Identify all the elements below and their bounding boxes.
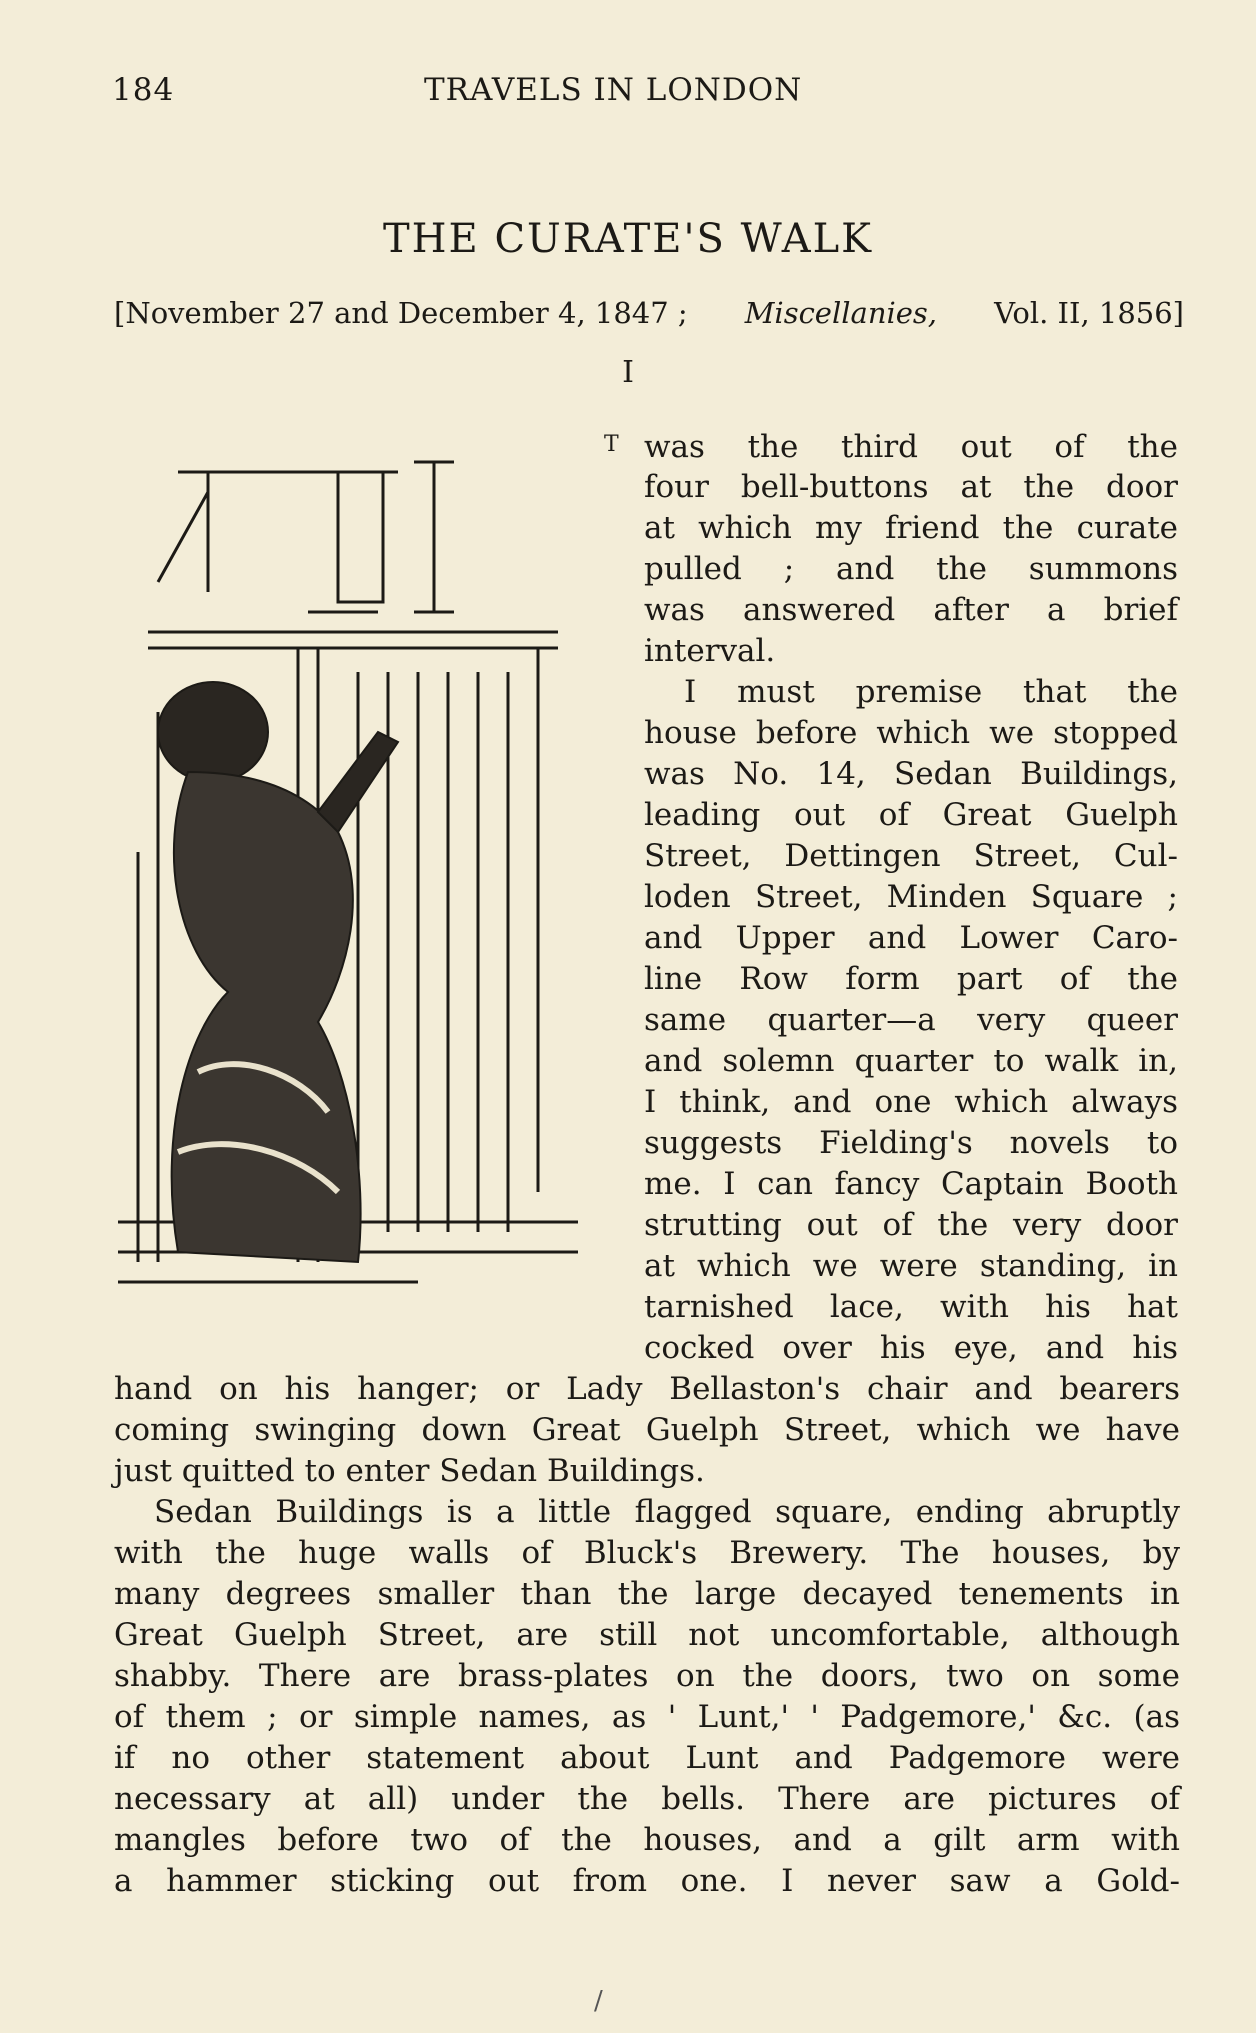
chapter-title: THE CURATE'S WALK (382, 216, 874, 262)
text-line: interval. (644, 633, 776, 669)
text-line: loden Street, Minden Square ; (644, 879, 1178, 915)
source-citation (114, 296, 1184, 330)
text-line: and solemn quarter to walk in, (644, 1043, 1178, 1079)
text-line: at which my friend the curate (644, 510, 1178, 546)
text-line: I think, and one which always (644, 1084, 1178, 1120)
text-line: suggests Fielding's novels to (644, 1125, 1178, 1161)
section-number: I (622, 355, 634, 390)
source-dates: [November 27 and December 4, 1847 ; (114, 296, 688, 330)
text-line: mangles before two of the houses, and a gilt arm with (114, 1822, 1180, 1858)
text-line: four bell-buttons at the door (644, 469, 1178, 505)
text-line: pulled ; and the summons (644, 551, 1178, 587)
text-line: line Row form part of the (644, 961, 1178, 997)
text-line: tarnished lace, with his hat (644, 1289, 1178, 1325)
source-volume: Vol. II, 1856] (994, 296, 1184, 330)
source-title: Miscellanies, (744, 296, 938, 330)
footer-mark: / (594, 1986, 603, 2016)
text-line: Sedan Buildings is a little flagged square, ending abruptly (154, 1494, 1180, 1530)
text-line: Great Guelph Street, are still not uncomfortable, although (114, 1617, 1180, 1653)
text-line: Street, Dettingen Street, Cul- (644, 838, 1178, 874)
text-line: at which we were standing, in (644, 1248, 1178, 1284)
text-line: of them ; or simple names, as ' Lunt,' ' Padgemore,' &c. (as (114, 1699, 1180, 1735)
text-line: was the third out of the (644, 429, 1178, 465)
drop-cap-letter: T (604, 432, 619, 457)
text-line: strutting out of the very door (644, 1207, 1178, 1243)
text-line: was answered after a brief (644, 592, 1178, 628)
text-line: coming swinging down Great Guelph Street, which we have (114, 1412, 1180, 1448)
text-line: just quitted to enter Sedan Buildings. (114, 1453, 705, 1489)
text-line: I must premise that the (684, 674, 1178, 710)
text-line: same quarter—a very queer (644, 1002, 1178, 1038)
text-line: if no other statement about Lunt and Padgemore were (114, 1740, 1180, 1776)
text-line: was No. 14, Sedan Buildings, (644, 756, 1178, 792)
text-line: many degrees smaller than the large decayed tenements in (114, 1576, 1180, 1612)
text-line: and Upper and Lower Caro- (644, 920, 1178, 956)
page-number: 184 (112, 72, 175, 108)
text-line: me. I can fancy Captain Booth (644, 1166, 1178, 1202)
text-line: necessary at all) under the bells. There are pictures of (114, 1781, 1180, 1817)
text-line: a hammer sticking out from one. I never saw a Gold- (114, 1863, 1180, 1899)
text-line: with the huge walls of Bluck's Brewery. The houses, by (114, 1535, 1180, 1571)
drop-cap-illustration-icon (118, 432, 596, 1316)
text-line: hand on his hanger; or Lady Bellaston's chair and bearers (114, 1371, 1180, 1407)
text-line: house before which we stopped (644, 715, 1178, 751)
text-line: cocked over his eye, and his (644, 1330, 1178, 1366)
running-title: TRAVELS IN LONDON (424, 72, 803, 108)
text-line: leading out of Great Guelph (644, 797, 1178, 833)
text-line: shabby. There are brass-plates on the doors, two on some (114, 1658, 1180, 1694)
